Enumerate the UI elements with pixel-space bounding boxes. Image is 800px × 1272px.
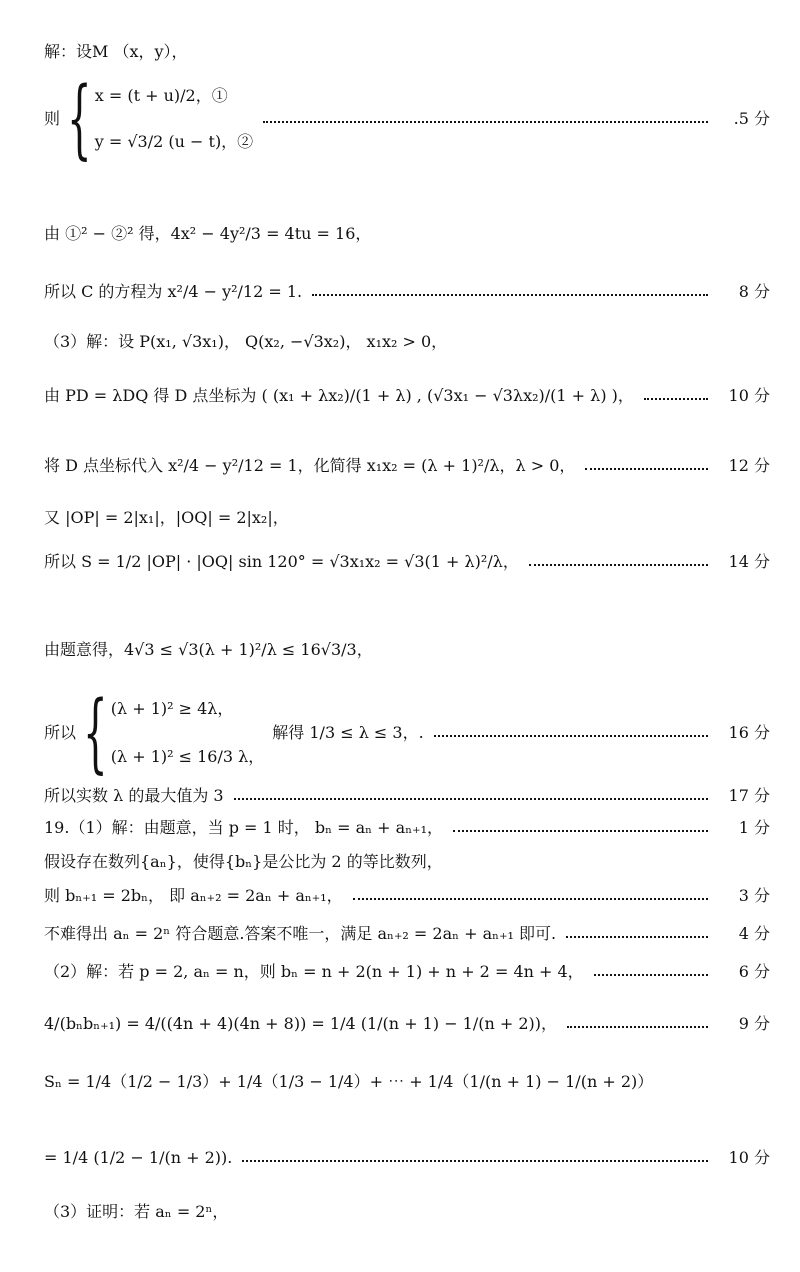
- left-brace: {: [83, 683, 108, 783]
- line-4-text: 所以 C 的方程为 x²/4 − y²/12 = 1.: [44, 282, 303, 301]
- line-11: [44, 683, 770, 783]
- line-17-text: （2）解：若 p = 2, aₙ = n，则 bₙ = n + 2(n + 1) + n + 2 = 4n + 4，: [44, 962, 584, 981]
- line-4-score: 8 分: [738, 282, 770, 301]
- leader-dots: [263, 119, 708, 123]
- line-15-score: 3 分: [738, 886, 770, 905]
- leader-dots: [529, 562, 708, 566]
- line-11-prefix: 所以: [44, 723, 77, 742]
- line-14-text: 假设存在数列{aₙ}，使得{bₙ}是公比为 2 的等比数列，: [44, 852, 443, 871]
- line-17-score: 6 分: [738, 962, 770, 981]
- leader-dots: [566, 934, 708, 938]
- line-21: [44, 1202, 770, 1222]
- line-15-text: 则 bₙ₊₁ = 2bₙ， 即 aₙ₊₂ = 2aₙ + aₙ₊₁，: [44, 886, 343, 905]
- line-11-score: 16 分: [728, 723, 770, 742]
- line-19-text: Sₙ = 1/4（1/2 − 1/3）+ 1/4（1/3 − 1/4）+ ⋯ + 1/4（1/(n + 1) − 1/(n + 2)）: [44, 1072, 654, 1091]
- line-2-eq-1: x = (t + u)/2，①: [94, 86, 228, 105]
- line-17: [44, 962, 770, 982]
- line-12: [44, 786, 770, 806]
- leader-dots: [567, 1024, 708, 1028]
- line-20-text: = 1/4 (1/2 − 1/(n + 2)).: [44, 1148, 233, 1167]
- line-21-text: （3）证明：若 aₙ = 2ⁿ，: [44, 1202, 229, 1221]
- line-18: [44, 1014, 770, 1034]
- line-12-score: 17 分: [728, 786, 770, 805]
- leader-dots: [594, 972, 708, 976]
- line-11-eq-2: (λ + 1)² ≤ 16/3 λ，: [110, 747, 265, 766]
- line-16-text: 不难得出 aₙ = 2ⁿ 符合题意.答案不唯一，满足 aₙ₊₂ = 2aₙ + aₙ₊₁ 即可.: [44, 924, 557, 943]
- line-16-score: 4 分: [738, 924, 770, 943]
- line-7-score: 12 分: [728, 456, 770, 475]
- line-10: [44, 640, 770, 660]
- line-18-score: 9 分: [738, 1014, 770, 1033]
- line-5: [44, 332, 770, 352]
- line-14: [44, 852, 770, 872]
- line-7: [44, 456, 770, 476]
- line-16: [44, 924, 770, 944]
- leader-dots: [312, 292, 708, 296]
- line-6-score: 10 分: [728, 386, 770, 405]
- leader-dots: [453, 828, 708, 832]
- leader-dots: [434, 733, 708, 737]
- line-19: [44, 1072, 770, 1092]
- line-2-eq-2: y = √3/2 (u − t)，②: [94, 132, 254, 151]
- line-9: [44, 552, 770, 572]
- line-5-text: （3）解：设 P(x₁, √3x₁)， Q(x₂, −√3x₂)， x₁x₂ > 0，: [44, 332, 448, 351]
- line-8: [44, 508, 770, 528]
- line-2-prefix: 则: [44, 109, 61, 128]
- line-2-score: .5 分: [733, 109, 770, 128]
- line-3-text: 由 ①² − ②² 得，4x² − 4y²/3 = 4tu = 16，: [44, 224, 372, 243]
- line-15: [44, 886, 770, 906]
- line-13-score: 1 分: [738, 818, 770, 837]
- line-6: [44, 386, 770, 406]
- line-4: [44, 282, 770, 302]
- line-18-text: 4/(bₙbₙ₊₁) = 4/((4n + 4)(4n + 8)) = 1/4 (1/(n + 1) − 1/(n + 2))，: [44, 1014, 558, 1033]
- line-1: [44, 42, 770, 62]
- line-8-text: 又 |OP| = 2|x₁|，|OQ| = 2|x₂|，: [44, 508, 289, 527]
- line-7-text: 将 D 点坐标代入 x²/4 − y²/12 = 1，化简得 x₁x₂ = (λ + 1)²/λ，λ > 0，: [44, 456, 576, 475]
- line-20-score: 10 分: [728, 1148, 770, 1167]
- line-10-text: 由题意得，4√3 ≤ √3(λ + 1)²/λ ≤ 16√3/3，: [44, 640, 373, 659]
- leader-dots: [234, 796, 708, 800]
- line-3: [44, 224, 770, 244]
- line-11-eq-1: (λ + 1)² ≥ 4λ，: [110, 699, 234, 718]
- leader-dots: [242, 1158, 708, 1162]
- line-20: [44, 1148, 770, 1168]
- line-9-text: 所以 S = 1/2 |OP| · |OQ| sin 120° = √3x₁x₂ = √3(1 + λ)²/λ，: [44, 552, 519, 571]
- line-13-text: 19.（1）解：由题意，当 p = 1 时， bₙ = aₙ + aₙ₊₁，: [44, 818, 443, 837]
- line-11-tail: 解得 1/3 ≤ λ ≤ 3，.: [272, 723, 424, 742]
- line-13: [44, 818, 770, 838]
- line-2: [44, 69, 770, 169]
- line-6-text: 由 PD = λDQ 得 D 点坐标为 ( (x₁ + λx₂)/(1 + λ) , (√3x₁ − √3λx₂)/(1 + λ) )，: [44, 386, 634, 405]
- line-12-text: 所以实数 λ 的最大值为 3: [44, 786, 224, 805]
- line-9-score: 14 分: [728, 552, 770, 571]
- leader-dots: [644, 396, 708, 400]
- line-1-text: 解：设M （x，y），: [44, 42, 188, 61]
- leader-dots: [353, 896, 708, 900]
- leader-dots: [585, 466, 708, 470]
- left-brace: {: [67, 69, 92, 169]
